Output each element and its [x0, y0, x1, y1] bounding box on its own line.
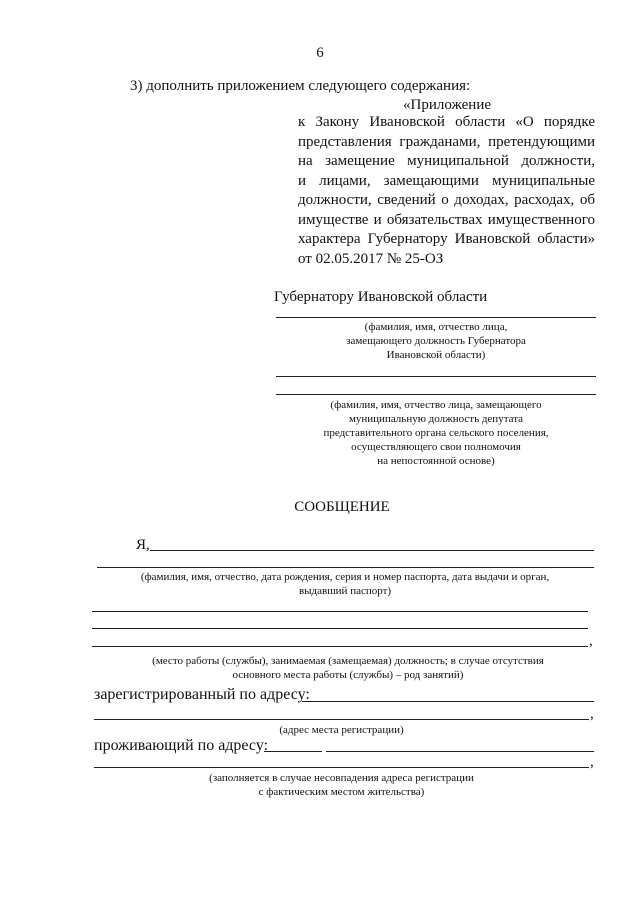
caption-residence	[94, 771, 589, 799]
caption-deputy-fio	[276, 398, 596, 468]
caption-line: (заполняется в случае несовпадения адреса регистрации	[209, 772, 474, 784]
caption-line: замещающего должность Губернатора	[346, 335, 526, 347]
workplace-comma: ,	[589, 633, 593, 649]
ya-label: Я,	[136, 537, 150, 553]
residing-label: проживающий по адресу:	[94, 737, 269, 754]
caption-governor-fio	[276, 320, 596, 362]
registration-comma: ,	[590, 706, 594, 722]
caption-line: (фамилия, имя, отчество лица, замещающего	[330, 399, 542, 411]
appendix-title: «Приложение	[403, 97, 492, 113]
appendix-line: представления гражданами, претендующими	[298, 133, 595, 150]
residence-comma: ,	[590, 754, 594, 770]
appendix-line: характера Губернатору Ивановской области»	[298, 231, 595, 247]
applicant-fio-line-1[interactable]	[150, 550, 594, 551]
registration-address-line-1[interactable]	[302, 701, 594, 702]
caption-line: (фамилия, имя, отчество лица,	[364, 321, 508, 333]
caption-line: с фактическим местом жительства)	[258, 786, 425, 798]
caption-line: (фамилия, имя, отчество, дата рождения, серия и номер паспорта, дата выдачи и орган,	[140, 571, 550, 583]
appendix-line: на замещение муниципальной должности,	[298, 153, 595, 169]
caption-line: (место работы (службы), занимаемая (замещаемая) должность; в случае отсутствия	[152, 655, 544, 667]
caption-line: Ивановской области)	[386, 349, 486, 361]
workplace-line-1[interactable]	[92, 611, 588, 612]
applicant-fio-line-2[interactable]	[97, 567, 594, 568]
deputy-fio-line-2[interactable]	[276, 394, 596, 395]
page-number: 6	[316, 45, 324, 61]
appendix-line: к Закону Ивановской области «О порядке	[298, 114, 595, 130]
appendix-header	[298, 113, 595, 269]
caption-line: основного места работы (службы) – род занятий)	[232, 669, 464, 681]
caption-line: на непостоянной основе)	[377, 455, 495, 467]
caption-registration: (адрес места регистрации)	[279, 724, 404, 736]
caption-line: муниципальную должность депутата	[348, 413, 524, 425]
caption-line: выдавший паспорт)	[298, 585, 392, 597]
residence-address-line-1[interactable]	[326, 751, 594, 752]
appendix-line: и лицами, замещающими муниципальные	[298, 172, 595, 189]
heading-message: СООБЩЕНИЕ	[294, 499, 390, 515]
caption-line: осуществляющего свои полномочия	[351, 441, 521, 453]
registration-address-line-2[interactable]	[94, 719, 589, 720]
caption-line: представительного органа сельского поселения,	[323, 427, 549, 439]
addressee: Губернатору Ивановской области	[274, 289, 488, 305]
caption-applicant	[80, 570, 610, 598]
item-intro: 3) дополнить приложением следующего содержания:	[130, 78, 471, 94]
workplace-line-3[interactable]	[92, 646, 588, 647]
workplace-line-2[interactable]	[92, 628, 588, 629]
deputy-fio-line-1[interactable]	[276, 376, 596, 377]
appendix-line: имуществе и обязательствах имущественного	[298, 211, 595, 228]
residence-address-short-line[interactable]	[264, 751, 322, 752]
governor-fio-line[interactable]	[276, 317, 596, 318]
registered-label: зарегистрированный по адресу:	[94, 686, 310, 703]
residence-address-line-2[interactable]	[94, 767, 589, 768]
appendix-date-line: от 02.05.2017 № 25-ОЗ	[298, 250, 444, 267]
appendix-line: должности, сведений о доходах, расходах, об	[298, 192, 595, 208]
caption-workplace	[80, 654, 616, 682]
